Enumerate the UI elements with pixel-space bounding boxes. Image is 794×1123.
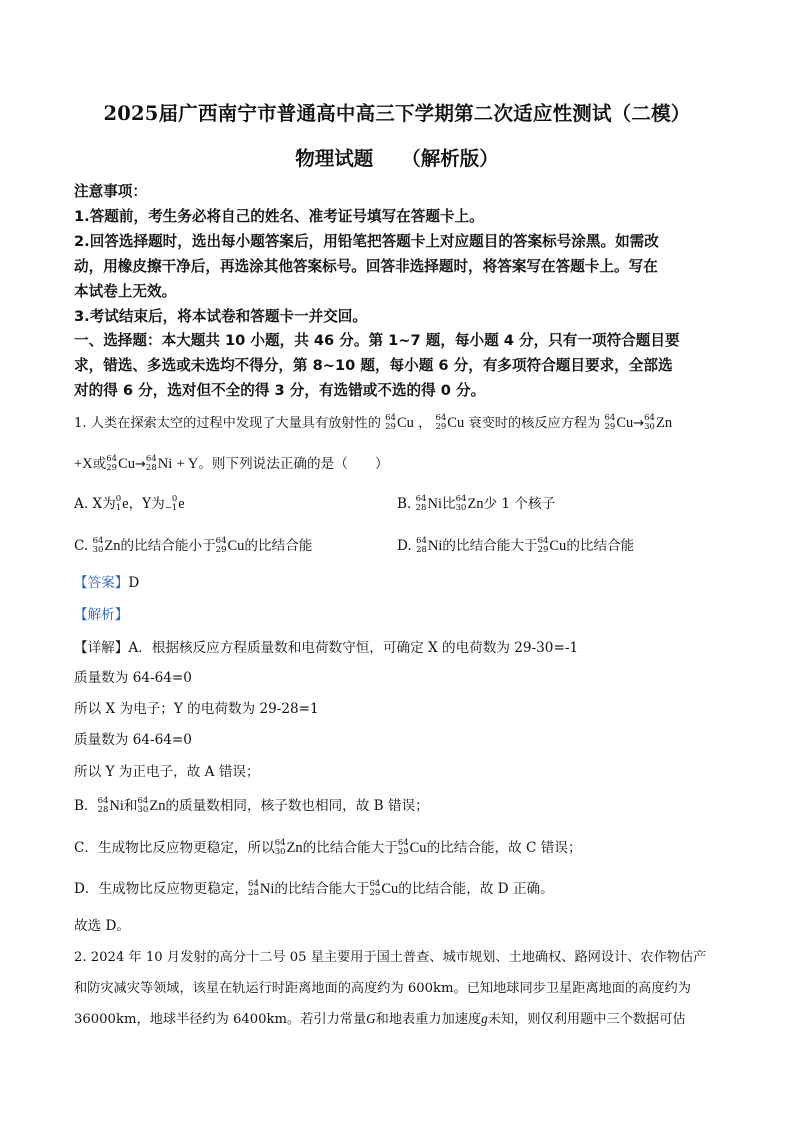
detail-line-d: D．生成物比反应物更稳定， 64 28 Ni的比结合能大于 64 29 Cu的比结合能，故 D 正确。 bbox=[74, 879, 554, 899]
answer-line bbox=[74, 571, 139, 591]
detail-line-b: B． 64 28 Ni和 64 30 Zn的质量数相同，核子数也相同，故 B 错误； bbox=[74, 796, 429, 816]
subtitle-edition: （解析版） bbox=[401, 147, 499, 170]
analysis-label-line bbox=[74, 603, 128, 623]
document-title: 2025届广西南宁市普通高中高三下学期第二次适应性测试（二模） bbox=[103, 102, 691, 125]
conclusion: 故选 D。 bbox=[74, 918, 131, 934]
question-2-line-3: 36000km，地球半径约为 6400km。若引力常量G和地表重力加速度g未知，则仅利用题中三个数据可估 bbox=[74, 1011, 686, 1027]
detail-line-y: 所以 Y 为正电子，故 A 错误； bbox=[74, 764, 260, 780]
notice-item-2-line-3: 本试卷上无效。 bbox=[74, 283, 177, 300]
question-1-option-a: A. X为 0 1 e，Y为 0 −1 e bbox=[74, 494, 185, 514]
notice-item-1: 1.答题前，考生务必将自己的姓名、准考证号填写在答题卡上。 bbox=[74, 208, 484, 225]
question-1-stem-line-1: 1. 人类在探索太空的过程中发现了大量具有放射性的 64 29 Cu ， 64 29 Cu 衰变时的核反应方程为 64 29 Cu→ 64 30 Zn bbox=[74, 412, 673, 432]
answer-value: D bbox=[128, 575, 140, 591]
question-1-stem-line-2: +X或 64 29 Cu→ 64 28 Ni + Y。则下列说法正确的是（ ） bbox=[74, 454, 389, 474]
section-instructions-line-1: 一、选择题：本大题共 10 小题，共 46 分。第 1~7 题，每小题 4 分，只有一项符合题目要 bbox=[74, 332, 680, 349]
detail-label: 【详解】 bbox=[74, 640, 129, 656]
notice-item-2-line-1: 2.回答选择题时，选出每小题答案后，用铅笔把答题卡上对应题目的答案标号涂黑。如需改 bbox=[74, 233, 659, 250]
detail-line-mass-2: 质量数为 64-64=0 bbox=[74, 732, 192, 748]
question-1-option-b: B. 64 28 Ni比 64 30 Zn少 1 个核子 bbox=[397, 494, 556, 514]
detail-line-a: 【详解】A．根据核反应方程质量数和电荷数守恒，可确定 X 的电荷数为 29-30=-1 bbox=[74, 640, 579, 656]
question-2-line-2: 和防灾减灾等领域，该星在轨运行时距离地面的高度约为 600km。已知地球同步卫星距离地面的高度约为 bbox=[74, 981, 691, 996]
notice-item-3: 3.考试结束后，将本试卷和答题卡一并交回。 bbox=[74, 308, 367, 325]
question-1-option-c: C. 64 30 Zn的比结合能小于 64 29 Cu的比结合能 bbox=[74, 536, 313, 556]
notice-item-2-line-2: 动，用橡皮擦干净后，再选涂其他答案标号。回答非选择题时，将答案写在答题卡上。写在 bbox=[74, 258, 658, 275]
question-1-option-d: D. 64 28 Ni的比结合能大于 64 29 Cu的比结合能 bbox=[397, 536, 635, 556]
section-instructions-line-3: 对的得 6 分，选对但不全的得 3 分，有选错或不选的得 0 分。 bbox=[74, 382, 486, 399]
detail-line-c: C．生成物比反应物更稳定，所以 64 30 Zn的比结合能大于 64 29 Cu的比结合能，故 C 错误； bbox=[74, 838, 582, 858]
detail-line-x: 所以 X 为电子；Y 的电荷数为 29-28=1 bbox=[74, 701, 319, 717]
question-2-line-1: 2. 2024 年 10 月发射的高分十二号 05 星主要用于国土普查、城市规划、土地确权、路网设计、农作物估产 bbox=[74, 950, 707, 965]
answer-label: 【答案】 bbox=[74, 575, 129, 591]
document-subtitle bbox=[0, 143, 794, 171]
notice-heading: 注意事项： bbox=[74, 183, 147, 200]
analysis-label: 【解析】 bbox=[74, 607, 129, 623]
subtitle-main: 物理试题 bbox=[295, 147, 374, 170]
detail-line-mass-1: 质量数为 64-64=0 bbox=[74, 670, 192, 686]
section-instructions-line-2: 求，错选、多选或未选均不得分，第 8~10 题，每小题 6 分，有多项符合题目要求，全部选 bbox=[74, 357, 673, 374]
